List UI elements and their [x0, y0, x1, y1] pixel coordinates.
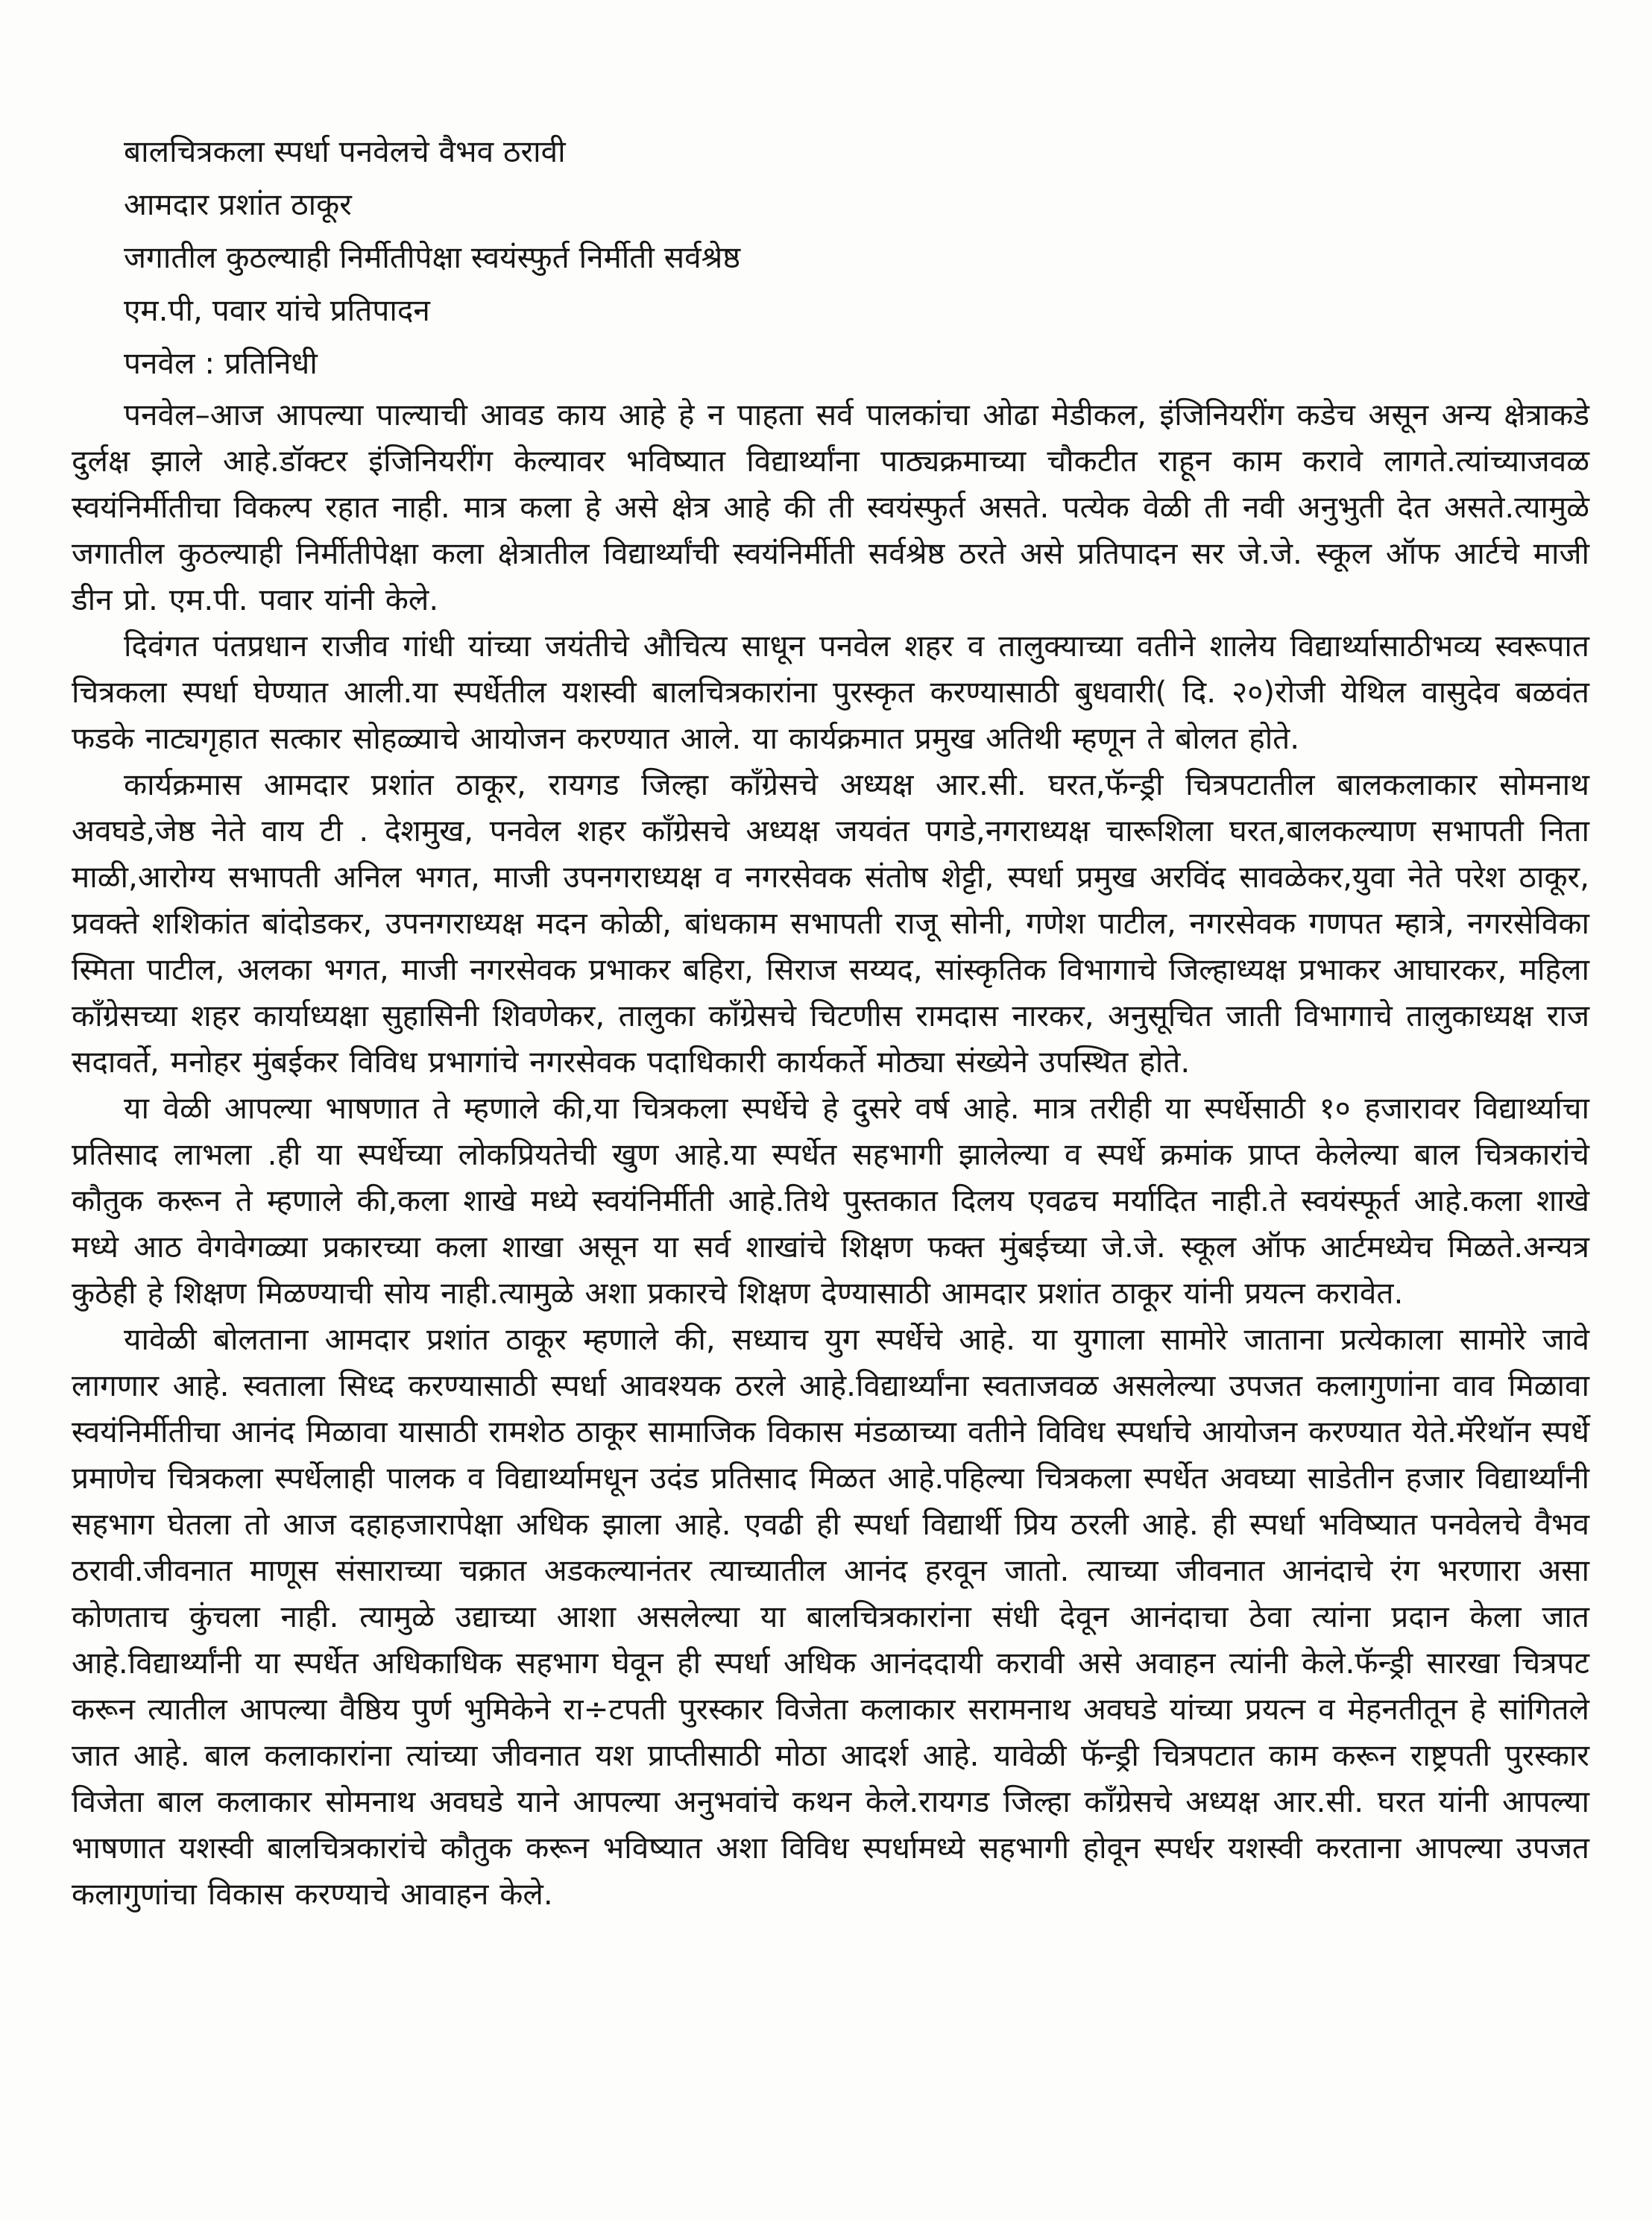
paragraph: या वेळी आपल्या भाषणात ते म्हणाले की,या चित्रकला स्पर्धेचे हे दुसरे वर्ष आहे. मात्र तरीही या स्पर्धेसाठी १० हजारावर विद्यार्थ्याचा प्रतिसाद लाभला .ही या स्पर्धेच्या लोकप्रियतेची खुण आहे.या स्पर्धेत सहभागी झालेल्या व स्पर्धे क्रमांक प्राप्त केलेल्या बाल चित्रकारांचे कौतुक करून ते म्हणाले की,कला शाखे मध्ये स्वयंनिर्मीती आहे.तिथे पुस्तकात दिलय एवढच मर्यादित नाही.ते स्वयंस्फूर्त आहे.कला शाखे मध्ये आठ वेगवेगळ्या प्रकारच्या कला शाखा असून या सर्व शाखांचे शिक्षण फक्त मुंबईच्या जे.जे. स्कूल ऑफ आर्टमध्येच मिळते.अन्यत्र कुठेही हे शिक्षण मिळण्याची सोय नाही.त्यामुळे अशा प्रकारचे शिक्षण देण्यासाठी आमदार प्रशांत ठाकूर यांनी प्रयत्न करावेत. [72, 1090, 1589, 1311]
article-dateline: पनवेल : प्रतिनिधी [124, 345, 318, 381]
paragraph: पनवेल–आज आपल्या पाल्याची आवड काय आहे हे न पाहता सर्व पालकांचा ओढा मेडीकल, इंजिनियरींग कडेच असून अन्य क्षेत्राकडे दुर्लक्ष झाले आहे.डॉक्टर इंजिनियरींग केल्यावर भविष्यात विद्यार्थ्यांना पाठ्यक्रमाच्या चौकटीत राहून काम करावे लागते.त्यांच्याजवळ स्वयंनिर्मीतीचा विकल्प रहात नाही. मात्र कला हे असे क्षेत्र आहे की ती स्वयंस्फुर्त असते. पत्येक वेळी ती नवी अनुभुती देत असते.त्यामुळे जगातील कुठल्याही निर्मीतीपेक्षा कला क्षेत्रातील विद्यार्थ्यांची स्वयंनिर्मीती सर्वश्रेष्ठ ठरते असे प्रतिपादन सर जे.जे. स्कूल ऑफ आर्टचे माजी डीन प्रो. एम.पी. पवार यांनी केले. [72, 397, 1589, 617]
article-headline: बालचित्रकला स्पर्धा पनवेलचे वैभव ठरावी [124, 133, 566, 169]
article-body [72, 125, 1589, 1917]
paragraph: यावेळी बोलताना आमदार प्रशांत ठाकूर म्हणाले की, सध्याच युग स्पर्धेचे आहे. या युगाला सामोरे जाताना प्रत्येकाला सामोरे जावे लागणार आहे. स्वताला सिध्द करण्यासाठी स्पर्धा आवश्यक ठरले आहे.विद्यार्थ्यांना स्वताजवळ असलेल्या उपजत कलागुणांना वाव मिळावा स्वयंनिर्मीतीचा आनंद मिळावा यासाठी रामशेठ ठाकूर सामाजिक विकास मंडळाच्या वतीने विविध स्पर्धाचे आयोजन करण्यात येते.मॅरेथॉन स्पर्धे प्रमाणेच चित्रकला स्पर्धेलाही पालक व विद्यार्थ्यामधून उदंड प्रतिसाद मिळत आहे.पहिल्या चित्रकला स्पर्धेत अवघ्या साडेतीन हजार विद्यार्थ्यांनी सहभाग घेतला तो आज दहाहजारापेक्षा अधिक झाला आहे. एवढी ही स्पर्धा विद्यार्थी प्रिय ठरली आहे. ही स्पर्धा भविष्यात पनवेलचे वैभव ठरावी.जीवनात माणूस संसाराच्या चक्रात अडकल्यानंतर त्याच्यातील आनंद हरवून जातो. त्याच्या जीवनात आनंदाचे रंग भरणारा असा कोणताच कुंचला नाही. त्यामुळे उद्याच्या आशा असलेल्या या बालचित्रकारांना संधी देवून आनंदाचा ठेवा त्यांना प्रदान केला जात आहे.विद्यार्थ्यांनी या स्पर्धेत अधिकाधिक सहभाग घेवून ही स्पर्धा अधिक आनंददायी करावी असे अवाहन त्यांनी केले.फॅन्ड्री सारखा चित्रपट करून त्यातील आपल्या वैष्ठिय पुर्ण भुमिकेने रा÷टपती पुरस्कार विजेता कलाकार सरामनाथ अवघडे यांच्या प्रयत्न व मेहनतीतून हे सांगितले जात आहे. बाल कलाकारांना त्यांच्या जीवनात यश प्राप्तीसाठी मोठा आदर्श आहे. यावेळी फॅन्ड्री चित्रपटात काम करून राष्ट्रपती पुरस्कार विजेता बाल कलाकार सोमनाथ अवघडे याने आपल्या अनुभवांचे कथन केले.रायगड जिल्हा कॉंग्रेसचे अध्यक्ष आर.सी. घरत यांनी आपल्या भाषणात यशस्वी बालचित्रकारांचे कौतुक करून भविष्यात अशा विविध स्पर्धामध्ये सहभागी होवून स्पर्धर यशस्वी करताना आपल्या उपजत कलागुणांचा विकास करण्याचे आवाहन केले. [72, 1321, 1589, 1912]
paragraph: कार्यक्रमास आमदार प्रशांत ठाकूर, रायगड जिल्हा कॉंग्रेसचे अध्यक्ष आर.सी. घरत,फॅन्ड्री चित्रपटातील बालकलाकार सोमनाथ अवघडे,जेष्ठ नेते वाय टी . देशमुख, पनवेल शहर कॉंग्रेसचे अध्यक्ष जयवंत पगडे,नगराध्यक्ष चारूशिला घरत,बालकल्याण सभापती निता माळी,आरोग्य सभापती अनिल भगत, माजी उपनगराध्यक्ष व नगरसेवक संतोष शेट्टी, स्पर्धा प्रमुख अरविंद सावळेकर,युवा नेते परेश ठाकूर, प्रवक्ते शशिकांत बांदोडकर, उपनगराध्यक्ष मदन कोळी, बांधकाम सभापती राजू सोनी, गणेश पाटील, नगरसेवक गणपत म्हात्रे, नगरसेविका स्मिता पाटील, अलका भगत, माजी नगरसेवक प्रभाकर बहिरा, सिराज सय्यद, सांस्कृतिक विभागाचे जिल्हाध्यक्ष प्रभाकर आघारकर, महिला कॉंग्रेसच्या शहर कार्याध्यक्षा सुहासिनी शिवणेकर, तालुका कॉंग्रेसचे चिटणीस रामदास नारकर, अनुसूचित जाती विभागाचे तालुकाध्यक्ष राज सदावर्ते, मनोहर मुंबईकर विविध प्रभागांचे नगरसेवक पदाधिकारी कार्यकर्ते मोठ्या संख्येने उपस्थित होते. [72, 767, 1589, 1080]
article-headings [72, 125, 1589, 390]
article-subheading-quote: जगातील कुठल्याही निर्मीतीपेक्षा स्वयंस्फुर्त निर्मीती सर्वश्रेष्ठ [124, 239, 741, 275]
article-subheading-person: आमदार प्रशांत ठाकूर [124, 186, 352, 222]
paragraph: दिवंगत पंतप्रधान राजीव गांधी यांच्या जयंतीचे औचित्य साधून पनवेल शहर व तालुक्याच्या वतीने शालेय विद्यार्थ्यासाठीभव्य स्वरूपात चित्रकला स्पर्धा घेण्यात आली.या स्पर्धेतील यशस्वी बालचित्रकारांना पुरस्कृत करण्यासाठी बुधवारी( दि. २०)रोजी येथिल वासुदेव बळवंत फडके नाट्यगृहात सत्कार सोहळ्याचे आयोजन करण्यात आले. या कार्यक्रमात प्रमुख अतिथी म्हणून ते बोलत होते. [72, 628, 1589, 756]
article-subheading-speaker: एम.पी, पवार यांचे प्रतिपादन [124, 292, 430, 328]
